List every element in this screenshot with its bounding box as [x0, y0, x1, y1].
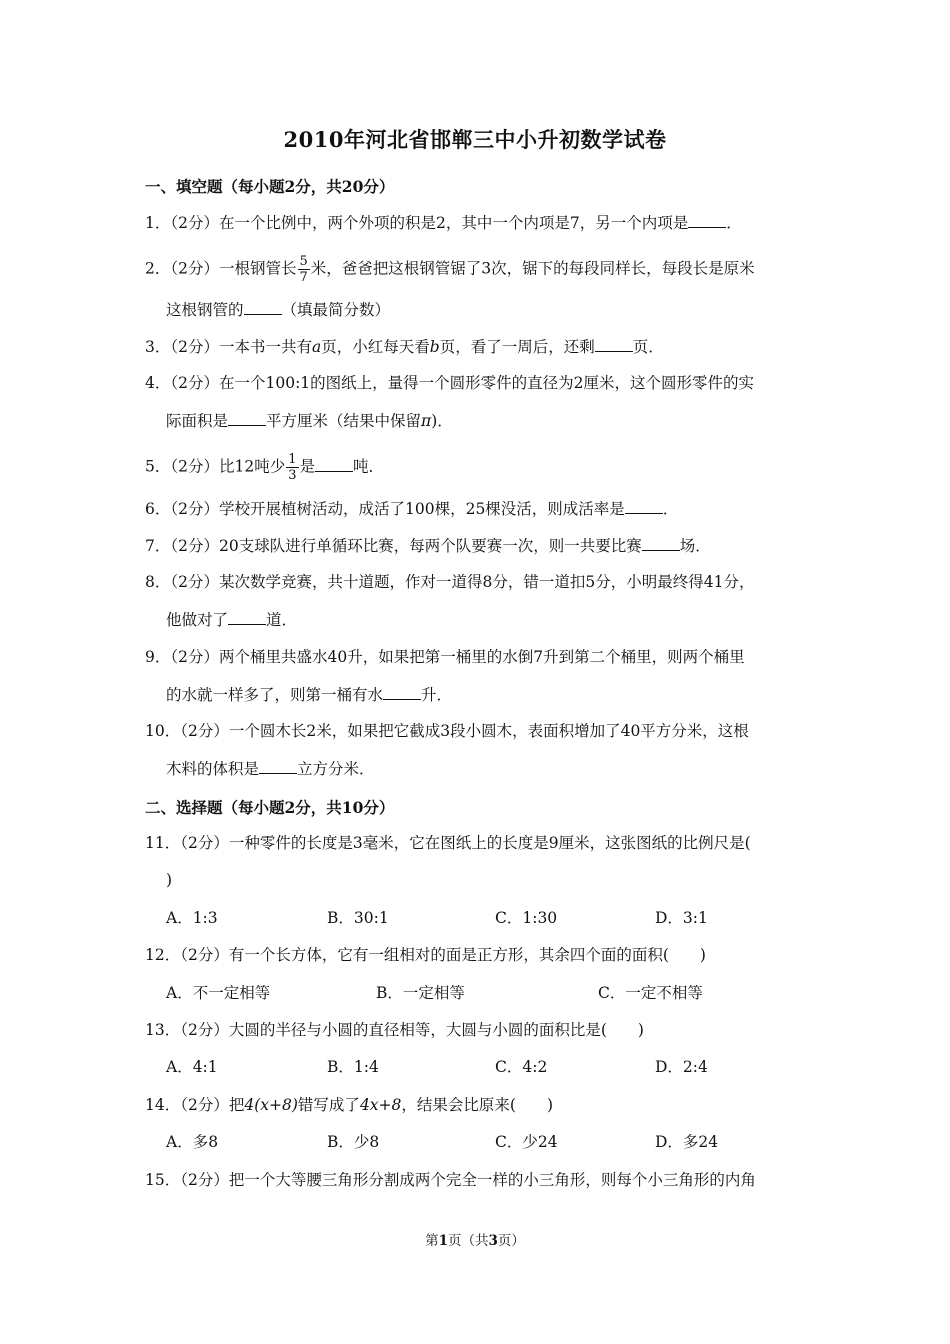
question-score: （2分）: [170, 500, 219, 518]
question-number: 10．: [145, 722, 181, 740]
page-title: 2010年河北省邯郸三中小升初数学试卷: [283, 127, 667, 152]
question-2-line-2: 这根钢管的 （填最简分数）: [166, 301, 391, 319]
fraction-1-3: $\frac{1}{3}$: [288, 452, 297, 483]
question-score: （2分）: [170, 374, 219, 392]
option-d[interactable]: D．2:4: [655, 1058, 708, 1076]
question-text: 在一个比例中，两个外项的积是2，其中一个内项是7，另一个内项是: [219, 214, 689, 232]
question-number: 1．: [145, 214, 171, 232]
question-3: 3．（2分）一本书一共有a页，小红每天看b页，看了一周后，还剩 页．: [145, 338, 664, 356]
question-number: 14．: [145, 1096, 181, 1114]
question-number: 9．: [145, 648, 171, 666]
answer-blank[interactable]: [244, 299, 282, 315]
answer-blank[interactable]: [315, 456, 353, 472]
question-score: （2分）: [180, 1021, 229, 1039]
question-12: 12．（2分）有一个长方体，它有一组相对的面是正方形，其余四个面的面积( ): [145, 946, 706, 964]
question-11-line-2: ): [166, 871, 173, 889]
question-4: 4．（2分）在一个100:1的图纸上，量得一个圆形零件的直径为2厘米，这个圆形零件的实: [145, 374, 755, 392]
section-heading-multiple-choice: 二、选择题（每小题2分，共10分）: [145, 798, 395, 817]
question-number: 11．: [145, 834, 181, 852]
question-number: 6．: [145, 500, 171, 518]
option-b[interactable]: B．1:4: [327, 1058, 379, 1076]
question-11: 11．（2分）一种零件的长度是3毫米，它在图纸上的长度是9厘米，这张图纸的比例尺是(: [145, 834, 751, 852]
question-score: （2分）: [170, 338, 219, 356]
answer-blank[interactable]: [259, 758, 297, 774]
question-14: 14．（2分）把4(x+8)错写成了4x+8，结果会比原来( ): [145, 1096, 553, 1114]
question-5: 5．（2分）比12吨少 $\frac{1}{3}$ 是 吨．: [145, 452, 385, 483]
question-score: （2分）: [170, 537, 219, 555]
question-score: （2分）: [170, 259, 219, 278]
question-15: 15．（2分）把一个大等腰三角形分割成两个完全一样的小三角形，则每个小三角形的内角: [145, 1171, 756, 1189]
question-score: （2分）: [180, 1096, 229, 1114]
answer-blank[interactable]: [228, 609, 266, 625]
question-4-line-2: 际面积是 平方厘米（结果中保留π)．: [166, 412, 453, 430]
option-c[interactable]: C．一定不相等: [598, 984, 703, 1002]
answer-blank[interactable]: [625, 498, 663, 514]
math-expression: 4(x+8): [244, 1096, 298, 1114]
question-7: 7．（2分）20支球队进行单循环比赛，每两个队要赛一次，则一共要比赛 场．: [145, 537, 711, 555]
question-1: 1．（2分）在一个比例中，两个外项的积是2，其中一个内项是7，另一个内项是 ．: [145, 214, 742, 232]
total-pages: 3: [488, 1233, 498, 1249]
option-b[interactable]: B．30:1: [327, 909, 389, 927]
question-number: 7．: [145, 537, 171, 555]
question-10-line-2: 木料的体积是 立方分米．: [166, 760, 375, 778]
option-c[interactable]: C．1:30: [495, 909, 558, 927]
question-number: 2．: [145, 259, 171, 278]
question-score: （2分）: [180, 722, 229, 740]
question-6: 6．（2分）学校开展植树活动，成活了100棵，25棵没活，则成活率是 ．: [145, 500, 679, 518]
option-b[interactable]: B．一定相等: [376, 984, 465, 1002]
question-score: （2分）: [170, 214, 219, 232]
question-8: 8．（2分）某次数学竞赛，共十道题，作对一道得8分，错一道扣5分，小明最终得41分，: [145, 573, 755, 591]
question-9: 9．（2分）两个桶里共盛水40升，如果把第一桶里的水倒7升到第二个桶里，则两个桶里: [145, 648, 745, 666]
math-expression: 4x+8: [359, 1096, 402, 1114]
question-score: （2分）: [180, 1171, 229, 1189]
option-b[interactable]: B．少8: [327, 1133, 380, 1151]
option-c[interactable]: C．少24: [495, 1133, 558, 1151]
option-d[interactable]: D．多24: [655, 1133, 719, 1151]
question-8-line-2: 他做对了 道．: [166, 611, 298, 629]
option-a[interactable]: A．不一定相等: [166, 984, 271, 1002]
question-score: （2分）: [180, 834, 229, 852]
question-number: 15．: [145, 1171, 181, 1189]
answer-blank[interactable]: [595, 336, 633, 352]
question-score: （2分）: [170, 573, 219, 591]
question-score: （2分）: [170, 648, 219, 666]
question-number: 12．: [145, 946, 181, 964]
option-a[interactable]: A．多8: [166, 1133, 219, 1151]
page-footer: 第1页（共3页）: [425, 1233, 525, 1249]
question-number: 5．: [145, 457, 171, 476]
question-9-line-2: 的水就一样多了，则第一桶有水 升．: [166, 686, 453, 704]
question-number: 13．: [145, 1021, 181, 1039]
question-number: 4．: [145, 374, 171, 392]
option-a[interactable]: A．4:1: [166, 1058, 218, 1076]
question-number: 3．: [145, 338, 171, 356]
answer-blank[interactable]: [688, 212, 726, 228]
section-heading-fill-blank: 一、填空题（每小题2分，共20分）: [145, 177, 395, 196]
answer-blank[interactable]: [642, 535, 680, 551]
question-score: （2分）: [170, 457, 219, 476]
option-d[interactable]: D．3:1: [655, 909, 708, 927]
option-a[interactable]: A．1:3: [166, 909, 218, 927]
question-2: 2．（2分）一根钢管长 $\frac{5}{7}$ 米，爸爸把这根钢管锯了3次，锯下的每段同样长，每段长是原米: [145, 254, 755, 285]
question-score: （2分）: [180, 946, 229, 964]
page-number: 1: [438, 1233, 448, 1249]
question-number: 8．: [145, 573, 171, 591]
option-c[interactable]: C．4:2: [495, 1058, 548, 1076]
answer-blank[interactable]: [228, 410, 266, 426]
fraction-5-7: $\frac{5}{7}$: [299, 254, 308, 285]
answer-blank[interactable]: [383, 684, 421, 700]
question-10: 10．（2分）一个圆木长2米，如果把它截成3段小圆木，表面积增加了40平方分米，这根: [145, 722, 749, 740]
question-13: 13．（2分）大圆的半径与小圆的直径相等，大圆与小圆的面积比是( ): [145, 1021, 644, 1039]
